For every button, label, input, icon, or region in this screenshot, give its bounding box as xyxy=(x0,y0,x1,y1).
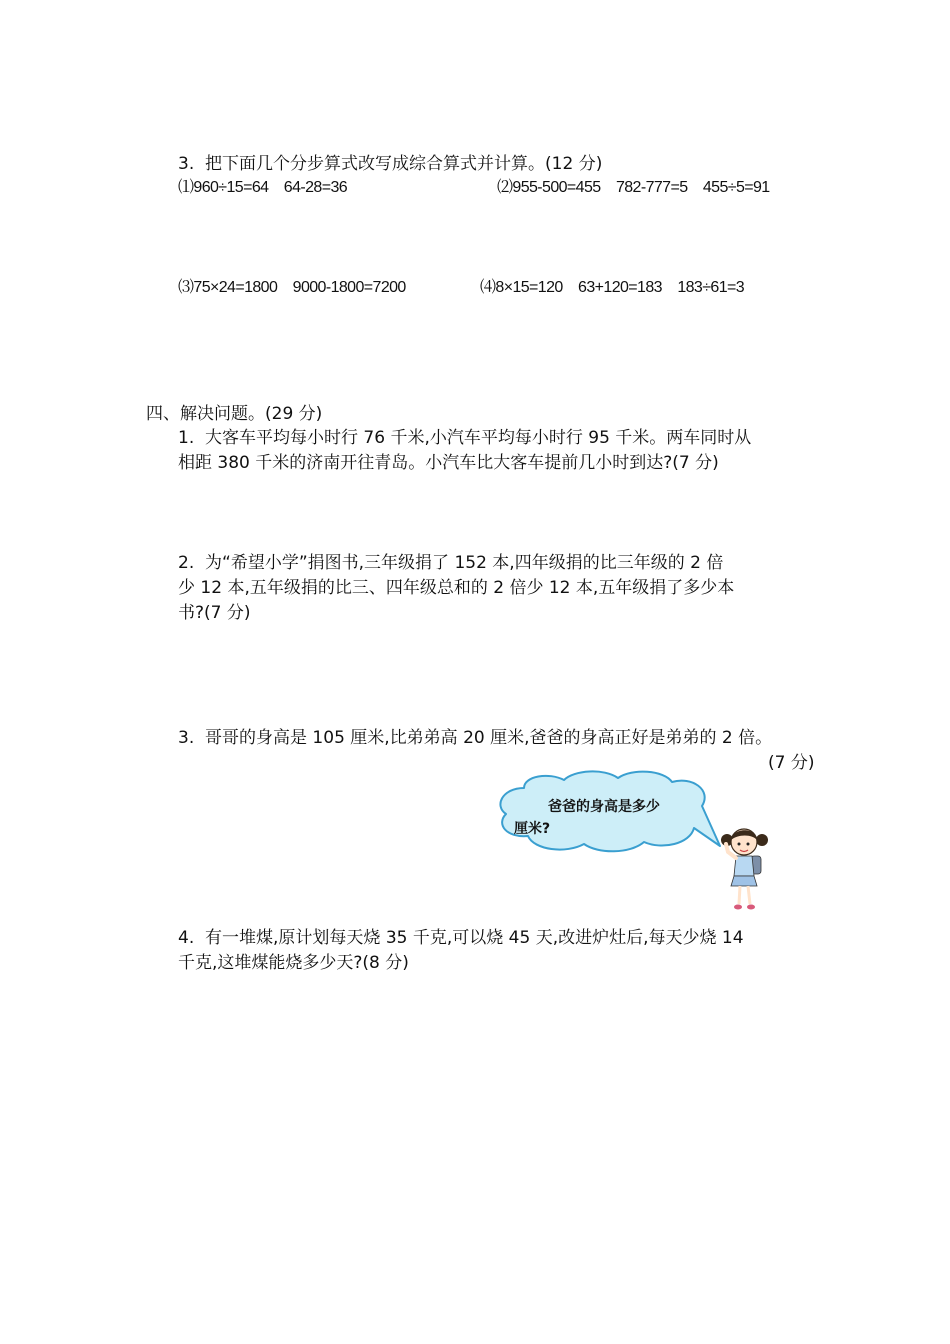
bubble-text-line-1: 爸爸的身高是多少 xyxy=(548,799,660,815)
q4-line-1: 4. 有一堆煤,原计划每天烧 35 千克,可以烧 45 天,改进炉灶后,每天少烧 14 xyxy=(178,928,744,948)
equation-item-2: ⑵955-500=455 782-777=5 455÷5=91 xyxy=(497,179,770,196)
q2-line-3: 书?(7 分) xyxy=(178,603,251,623)
q3-score: (7 分) xyxy=(768,753,815,773)
bubble-text-line-2: 厘米? xyxy=(514,821,551,837)
q2-line-2: 少 12 本,五年级捐的比三、四年级总和的 2 倍少 12 本,五年级捐了多少本 xyxy=(178,578,735,598)
q1-line-1: 1. 大客车平均每小时行 76 千米,小汽车平均每小时行 95 千米。两车同时从 xyxy=(178,428,752,448)
section4-heading: 四、解决问题。(29 分) xyxy=(146,404,323,424)
q2-line-1: 2. 为“希望小学”捐图书,三年级捐了 152 本,四年级捐的比三年级的 2 倍 xyxy=(178,553,724,573)
q3-line: 3. 哥哥的身高是 105 厘米,比弟弟高 20 厘米,爸爸的身高正好是弟弟的 2 倍。 xyxy=(178,728,773,748)
equation-item-1: ⑴960÷15=64 64-28=36 xyxy=(178,179,348,196)
skirt xyxy=(731,876,757,886)
girl-illustration xyxy=(718,822,778,914)
equation-item-3: ⑶75×24=1800 9000-1800=7200 xyxy=(178,279,406,296)
q1-line-2: 相距 380 千米的济南开往青岛。小汽车比大客车提前几小时到达?(7 分) xyxy=(178,453,719,473)
equation-item-4: ⑷8×15=120 63+120=183 183÷61=3 xyxy=(480,279,745,296)
section3-title: 3. 把下面几个分步算式改写成综合算式并计算。(12 分) xyxy=(178,154,603,174)
pigtail-right xyxy=(756,834,768,846)
q4-line-2: 千克,这堆煤能烧多少天?(8 分) xyxy=(178,953,409,973)
